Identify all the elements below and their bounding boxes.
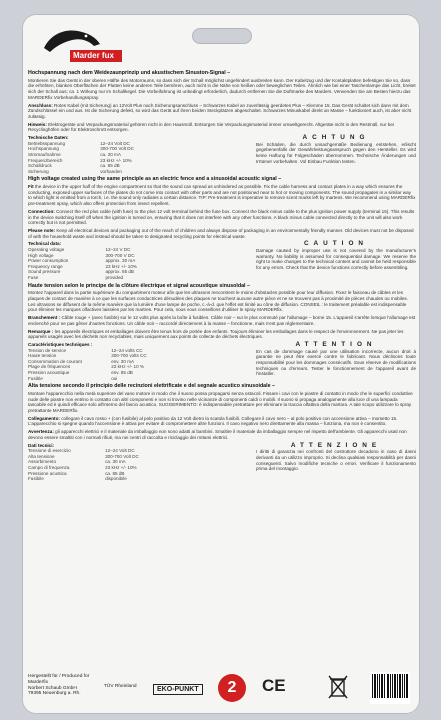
de-caution [256, 135, 416, 174]
fr-conn-label: Branchement : [28, 315, 61, 321]
de-heading: Hochspannung nach dem Weidezaunprinzip und akustischem Sinuston-Signal – [28, 70, 231, 76]
fr-rem: les appareils électriques et emballages doivent être tenus hors de portée des enfants. Toujours éliminer les emballages dans le respect de l'environnement. Ne pas jeter les appareils usagés avec les déchets non recyclables, mais uniquement aux points de collecte de déchets électriques. [28, 328, 404, 340]
de-connect: Rotes Kabel (mit Sicherung) an 12Volt Plus nach Sicherungsanschluss – Schwarzes Kabel an zuverlässig geerdetes Plus – Klemme 15. Das Gerät schaltet sich dann mit dem Zündschlüssel ein und aus. Ist die Sicherung defekt, so wird das Gerät auf ihren beiden Steckplätzen abgeschaltet. Schwarzes Minuskabel direkt an Masse – funktioniert auch, ist aber nicht zulässig. [28, 102, 412, 119]
en-heading: High voltage created using the same principle as an electric fence and a sinusoidal acoustic signal – [28, 176, 282, 183]
en-caution-title: CAUTION [303, 240, 369, 248]
en-tech-table: Operating voltage 12–24 V DC High voltage 300-700 V DC Power consumption approx. 30 mA Frequency range 23 kHz +/- 10% Sound pressure approx. 85 dB Fuse provided [28, 247, 137, 280]
certification-mark: TÜV Rheinland [104, 684, 137, 689]
barcode [370, 672, 410, 704]
en-fit-label: Fit [28, 184, 34, 189]
de-hint: Elektrogeräte und Verpackungsmaterial gehören nicht in den Hausmüll. Entsorgen Sie Verpackungsmaterial immer umweltgerecht. Altgeräte nicht in den Restmüll, nur bei Recyclinghöfen oder für Elektroschrott entsorgen. [28, 121, 394, 133]
it-conn: collegare il cavo rosso + (con fusibile) al polo positivo da 12 Volt dietro la scatola fusibili. Collegare il cavo nero – al polo positivo con accensione attiva – morsetto 15. L'apparecchio si spegne quando l'accensione è attiva per evitare di compromettere altre funzioni. Il cavo negativo nero direttamente alla massa – funziona, ma non è consentito. [28, 415, 398, 427]
it-warn: gli apparecchi elettrici e il materiale da imballaggio non sono adatti ai bambini. Smaltire il materiale da imballaggio sempre nel rispetto dell'ambiente. Gli apparecchi usati non devono essere smaltiti con i normali rifiuti, ma nei centri di raccolta e riciclaggio dei rottami elettrici. [28, 429, 407, 440]
de-caution-title: ACHTUNG [302, 134, 370, 142]
fr-heading: Haute tension selon le principe de la clôture électrique et signal acoustique sinusoïdal – [28, 282, 250, 289]
de-intro: Montieren Sie das Gerät in der oberen Hälfte des Motorraums, so dass sich der Schall möglichst ungehindert ausbreiten kann. Der Kabelzug und der Kontaktplatten befestigen Sie so, dass die erhöhten, blanken Oberflächen der Platten keine anderen Teile berühren, auch nicht in die Nähe von heißen oder beweglichen Teilen. Ähnlich wie bei einer Taschenlampe das Licht, breitet sich der Schall aus; ca. 1 Wirkung nur im Schallkegel. Die Vorbeifahrung ist unbedingt erforderlich, dadurch entfernen Sie die Duftmarke des Marders. Verwenden Sie am Besten hierzu das MARDERfix Vorbehandlungsspray. [28, 77, 416, 100]
footer [28, 670, 416, 710]
product-card [22, 14, 420, 714]
en-note: Keep all electrical devices and packaging out of the reach of children and always dispose of packaging in an environmentally friendly manner. Old devices must not be disposed of with the household waste and instead should be taken to designated recycling points for electrical waste. [28, 227, 414, 239]
it-heading: Alta tensione secondo il principio delle recinzioni elettrificate e del segnale acustico sinusoidale – [28, 383, 275, 390]
hang-hole [192, 28, 252, 44]
fr-caution-title: ATTENTION [295, 340, 377, 348]
it-tech-table: Tensione di esercizio 12–24 Volt DC Alta tensione 300-700 Volt DC Assorbimento ca. 30 mA Campo di frequenza 23 kHz +/- 10% Pressione acustica ca. 85 dB Fusibile disponibile [28, 448, 139, 482]
fr-intro: Montez l'appareil dans la partie supérieure du compartiment moteur afin que les ultrasons rencontrent le moins d'obstacles possible pour leur diffusion. Fixez le faisceau de câbles et les plaques de contact de manière à ce que les surfaces conductrices dénudées des plaques ne touchent aucune autre pièce et ne se trouvent pas à proximité de pièces chaudes ou mobiles. Les ultrasons se diffusent de la même manière que la lumière d'une lampe de poche, c.-à-d. que l'effet est limité au cône de diffusion. CONSEIL : le traitement préalable est indispensable pour éliminer les marques olfactives laissées par les martres. Pour cela, nous vous conseillons d'utiliser le spray MARDERfix. [28, 290, 408, 313]
it-caution [256, 443, 416, 482]
en-conn-label: Connection: [28, 208, 55, 214]
fr-caution-text: En cas de dommage causé par une utilisation incorrecte, aucun droit à garantie ne peut être exercé contre le fabricant. Nous déclinons toute responsabilité pour les dommages consécutifs. Sous réserve de modifications techniques ou d'erreurs. Tester le fonctionnement de l'appareil avant de l'installer. [256, 348, 416, 377]
it-tech-heading: Dati tecnici: [28, 442, 55, 448]
two-year-warranty-badge: 2 [218, 674, 246, 702]
it-caution-title: ATTENZIONE [290, 441, 382, 449]
en-caution [256, 241, 416, 280]
instructions [28, 68, 416, 485]
en-note-label: Please note: [28, 227, 56, 233]
it-intro: Montare l'apparecchio nella metà superiore del vano motore in modo che il suono possa propagarsi senza ostacoli. Fissare i cavi con le piastre di contatto in modo che le superfici conduttive nude delle piastre non entrino in contatto con altri componenti e non si trovino nelle vicinanze di componenti caldi o mobili. Il suono si propaga analogamente alla luce di una lampada tascabile ed è quindi efficace solo all'interno del fascio acustico. SUGGERIMENTO: è indispensabile pretrattare per eliminare la traccia olfattiva della martora. A tale scopo utilizzare lo spray pretrattante MARDERfix. [28, 390, 413, 413]
fr-rem-label: Remarque : [28, 328, 54, 334]
logo-badge: Marder fux [70, 50, 122, 62]
fr-caution [256, 342, 416, 381]
fr-tech-heading: Caractéristiques techniques : [28, 341, 93, 347]
en-conn: Connect the red plus cable (with fuse) to the plus 12 volt terminal behind the fuse box. Connect the black minus cable to the plus ignition power supply (terminal 15). This results in the device switching itself off when the ignition is turned on, ensuring that it does not interfere with any other functions. A black minus cable connected directly to the unit will also work correctly but is not permitted. [28, 208, 415, 226]
crossed-bin-icon [328, 674, 348, 700]
it-caution-text: I diritti di garanzia nei confronti del costruttore decadono in caso di danni derivanti da un utilizzo improprio. Si declina qualsiasi responsabilità per danni conseguenti. Salvo modifiche tecniche o errori. Verificare il funzionamento prima del montaggio. [256, 449, 416, 472]
marderfix-logo [42, 24, 124, 64]
en-tech-heading: Technical data: [28, 241, 62, 247]
de-tech-table: Betriebsspannung 12–24 Volt DC Hochspannung 300-700 Volt DC Stromaufnahme ca. 30 mA Frequenzbereich 23 kHz +/- 10% Schalldruck ca. 85 dB Sicherung vorhanden [28, 140, 134, 174]
manufacturer-address: Hergestellt für / Produced for Marderfix Norbert Schaub GmbH 79395 Neuenburg a. Rh. [28, 674, 90, 697]
it-conn-label: Collegamento: [28, 415, 60, 421]
en-caution-text: Damage caused by improper use is not covered by the manufacturer's warranty. No liability is assumed for consequential damage. We reserve the right to make changes to the technical content and cannot be held responsible for any errors. Check that the device functions correctly before assembling. [256, 248, 416, 271]
fr-conn: Câble rouge + (avec fusible) sur le 12 volts plus après la boîte à fusibles. Câble noir – sur le plus commuté par l'allumage – borne 15. L'appareil s'arrête lorsque l'allumage est enclenché pour ne pas gêner d'autres fonctions. Un câble noir – raccordé directement à la masse – fonctionne, mais n'est pas réglementaire. [28, 315, 416, 326]
eko-punkt-logo: EKO-PUNKT [153, 684, 203, 695]
de-tech-heading: Technische Daten: [28, 135, 69, 141]
de-connect-label: Anschluss: [28, 102, 53, 108]
de-hint-label: Hinweis: [28, 121, 47, 127]
ce-mark: CE [262, 676, 286, 695]
en-fit: the device in the upper half of the engine compartment so that the sound can spread as unhindered as possible. Fix the cable harness and contact plates in a way which ensures the conducting, exposed upper surfaces of the plates do not come into contact with other parts and are not positioned near to hot or moving components. The sound propagates in a similar way to which light is emitted from a torch, i.e. the sound only radiates a certain distance. TIP: Pre-treatment is imperative to remove scent marks left by martens. We recommend using MARDERfix pre-treatment spray, which also offers protection from insect repellent. [28, 184, 416, 207]
de-caution-text: Bei Schäden, die durch unsachgemäße Bedienung entstehen, erlischt gegebenenfalls der Gewährleistungsanspruch gegen den Hersteller. Es wird keine Haftung für Folgeschäden übernommen. Technische Änderungen und Irrtümer vorbehalten. Vol Einbau Funktion testen. [256, 141, 416, 164]
fr-tech-table: Tension de service 12–24 volts CC Haute tension 300-700 volts CC Consommation de courant env. 30 mA Plage de fréquences 23 kHz +/- 10 % Pression acoustique env. 85 dB Fusible oui [28, 347, 147, 381]
it-warn-label: Avvertenza: [28, 429, 54, 435]
